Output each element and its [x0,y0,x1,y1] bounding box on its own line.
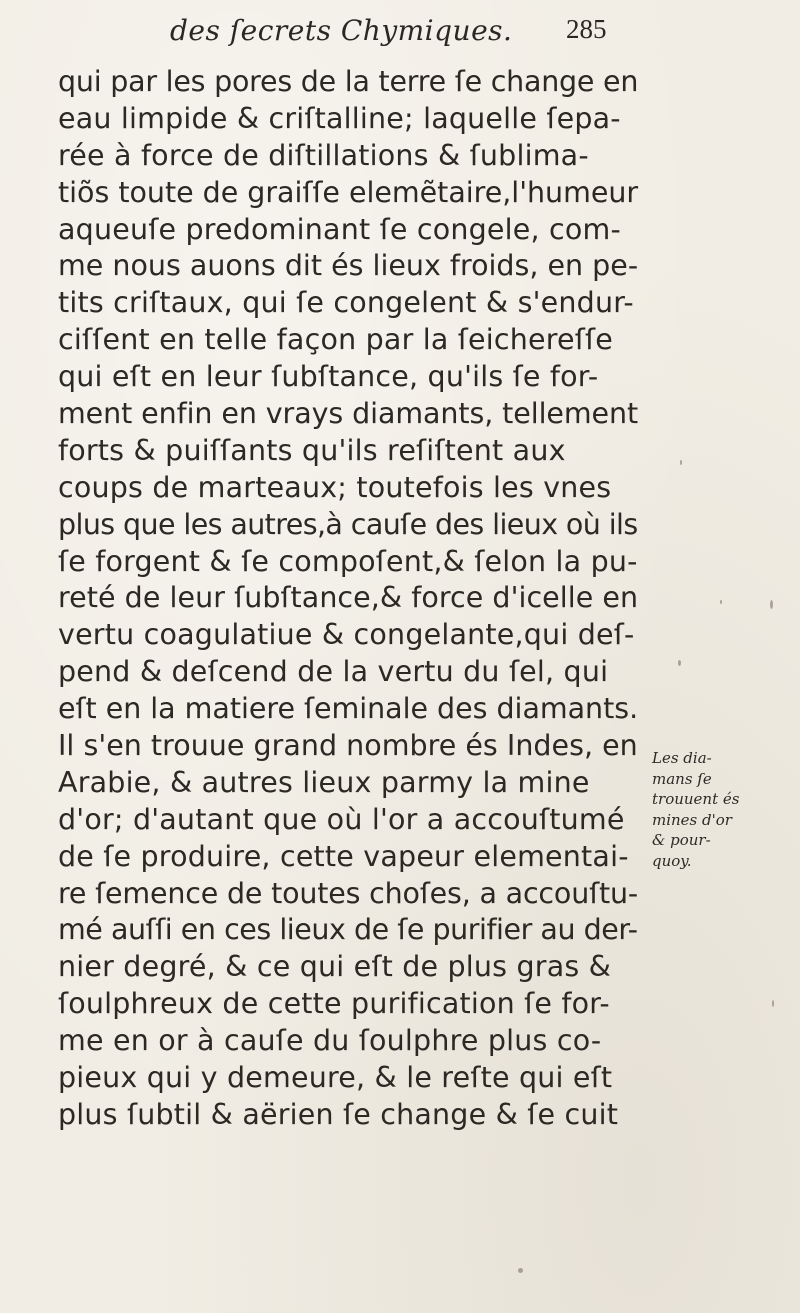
paper-speck [770,600,773,609]
paper-speck [772,1000,774,1007]
text-line: Il s'en trouue grand nombre és Indes, en [58,729,638,763]
margin-note-line: quoy. [652,851,692,870]
paper-speck [678,660,681,666]
margin-note [652,748,792,871]
paper-speck [680,460,682,465]
page-number: 285 [566,14,607,44]
text-line: d'or; d'autant que où l'or a accouſtumé [58,802,625,836]
text-line: tiõs toute de graiſſe elemẽtaire,l'humeur [58,175,639,209]
text-line: eau limpide & criſtalline; laquelle ſepa- [58,101,621,135]
text-line: vertu coagulatiue & congelante,qui deſ- [58,618,635,652]
text-line: nier degré, & ce qui eſt de plus gras & [58,950,612,984]
text-line: aqueuſe predominant ſe congele, com- [58,212,621,246]
text-line: plus ſubtil & aërien ſe change & ſe cuit [58,1097,619,1131]
text-line: de ſe produire, cette vapeur elementai- [58,839,629,873]
text-line: pieux qui y demeure, & le reſte qui eſt [58,1061,613,1095]
paper-speck [518,1268,523,1273]
text-line: tits criſtaux, qui ſe congelent & s'endur- [58,286,634,320]
text-line: me en or à cauſe du ſoulphre plus co- [58,1024,602,1058]
text-line: me nous auons dit és lieux froids, en pe- [58,249,639,283]
text-line: eſt en la matiere ſeminale des diamants. [58,692,639,726]
text-line: reté de leur ſubſtance,& force d'icelle en [58,581,639,615]
text-line: forts & puiſſants qu'ils reſiſtent aux [58,433,566,467]
margin-note-line: & pour- [652,831,711,849]
text-line: plus que les autres,à cauſe des lieux où ils [58,507,638,541]
margin-note-line: mans ſe [652,769,712,788]
text-line: qui eſt en leur ſubſtance, qu'ils ſe for- [58,360,599,394]
text-line: coups de marteaux; toutefois les vnes [58,470,612,504]
text-line: mé auſſi en ces lieux de ſe purifier au der- [58,913,638,947]
margin-note-line: mines d'or [652,810,732,829]
text-line: pend & deſcend de la vertu du ſel, qui [58,655,609,689]
paper-speck [720,600,722,604]
text-line: ſoulphreux de cette purification ſe for- [58,987,610,1021]
running-title: des ſecrets Chymiques. [170,14,513,47]
text-line: qui par les pores de la terre ſe change en [58,65,639,98]
margin-note-line: trouuent és [652,790,740,808]
running-head [0,14,800,58]
text-line: rée à force de diſtillations & ſublima- [58,138,589,172]
text-line: ment enfin en vrays diamants, tellement [58,397,639,431]
text-line: ſe forgent & ſe compoſent,& ſelon la pu- [58,544,638,578]
text-line: ciſſent en telle façon par la ſeichereſſe [58,323,613,357]
text-line: re ſemence de toutes choſes, a accouſtu- [58,876,638,910]
margin-note-line: Les dia- [652,749,712,767]
text-line: Arabie, & autres lieux parmy la mine [58,765,590,799]
body-text [58,64,638,1134]
